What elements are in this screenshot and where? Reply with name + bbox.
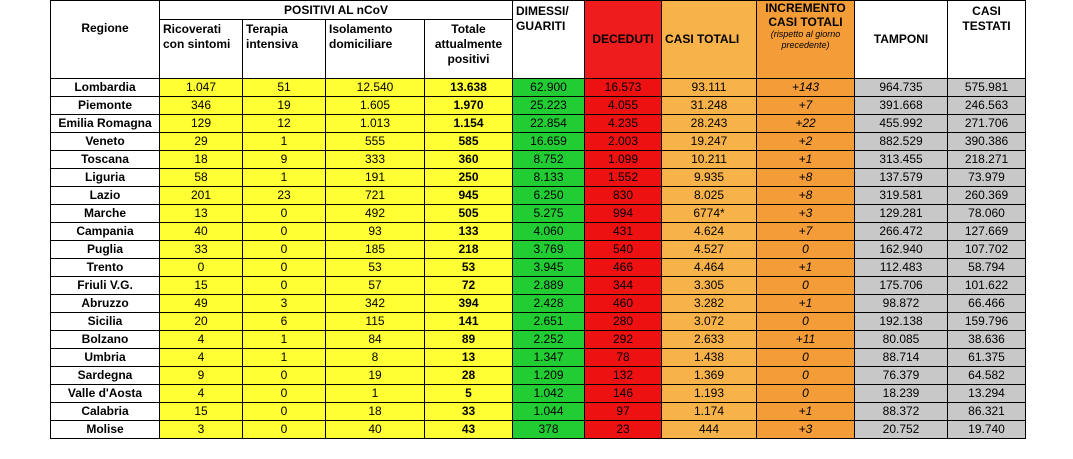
cell-deceduti: 994 bbox=[585, 205, 662, 223]
cell-incremento: +2 bbox=[757, 133, 855, 151]
cell-terapia: 1 bbox=[243, 133, 326, 151]
cell-incremento: 0 bbox=[757, 367, 855, 385]
cell-region: Campania bbox=[51, 223, 160, 241]
cell-incremento: 0 bbox=[757, 385, 855, 403]
cell-terapia: 0 bbox=[243, 385, 326, 403]
cell-deceduti: 97 bbox=[585, 403, 662, 421]
cell-region: Lazio bbox=[51, 187, 160, 205]
cell-terapia: 0 bbox=[243, 277, 326, 295]
cell-terapia: 9 bbox=[243, 151, 326, 169]
table-row bbox=[51, 421, 1026, 439]
cell-tamponi: 175.706 bbox=[855, 277, 948, 295]
cell-deceduti: 16.573 bbox=[585, 79, 662, 97]
cell-ricoverati: 1.047 bbox=[160, 79, 243, 97]
cell-isolamento: 1.605 bbox=[326, 97, 425, 115]
cell-deceduti: 292 bbox=[585, 331, 662, 349]
cell-testati: 246.563 bbox=[948, 97, 1026, 115]
cell-totale: 360 bbox=[425, 151, 513, 169]
cell-dimessi: 1.209 bbox=[513, 367, 585, 385]
table-row bbox=[51, 349, 1026, 367]
cell-dimessi: 2.651 bbox=[513, 313, 585, 331]
table-row bbox=[51, 295, 1026, 313]
cell-isolamento: 342 bbox=[326, 295, 425, 313]
cell-tamponi: 112.483 bbox=[855, 259, 948, 277]
cell-tamponi: 964.735 bbox=[855, 79, 948, 97]
cell-deceduti: 466 bbox=[585, 259, 662, 277]
cell-testati: 61.375 bbox=[948, 349, 1026, 367]
cell-testati: 86.321 bbox=[948, 403, 1026, 421]
cell-isolamento: 57 bbox=[326, 277, 425, 295]
cell-dimessi: 16.659 bbox=[513, 133, 585, 151]
cell-totale: 13.638 bbox=[425, 79, 513, 97]
cell-casi-totali: 4.527 bbox=[662, 241, 757, 259]
cell-testati: 159.796 bbox=[948, 313, 1026, 331]
table-row bbox=[51, 331, 1026, 349]
table-row bbox=[51, 187, 1026, 205]
cell-terapia: 1 bbox=[243, 169, 326, 187]
cell-testati: 390.386 bbox=[948, 133, 1026, 151]
table-row bbox=[51, 79, 1026, 97]
cell-incremento: +22 bbox=[757, 115, 855, 133]
cell-incremento: 0 bbox=[757, 313, 855, 331]
cell-deceduti: 344 bbox=[585, 277, 662, 295]
cell-totale: 5 bbox=[425, 385, 513, 403]
cell-isolamento: 40 bbox=[326, 421, 425, 439]
cell-ricoverati: 18 bbox=[160, 151, 243, 169]
cell-region: Puglia bbox=[51, 241, 160, 259]
cell-casi-totali: 10.211 bbox=[662, 151, 757, 169]
cell-dimessi: 6.250 bbox=[513, 187, 585, 205]
cell-ricoverati: 33 bbox=[160, 241, 243, 259]
cell-region: Liguria bbox=[51, 169, 160, 187]
cell-dimessi: 1.044 bbox=[513, 403, 585, 421]
cell-region: Calabria bbox=[51, 403, 160, 421]
cell-region: Bolzano bbox=[51, 331, 160, 349]
cell-terapia: 1 bbox=[243, 331, 326, 349]
cell-terapia: 0 bbox=[243, 421, 326, 439]
cell-isolamento: 53 bbox=[326, 259, 425, 277]
cell-terapia: 23 bbox=[243, 187, 326, 205]
cell-dimessi: 5.275 bbox=[513, 205, 585, 223]
table-row bbox=[51, 169, 1026, 187]
header-incremento bbox=[757, 1, 855, 79]
header-positivi-group: POSITIVI AL nCoV bbox=[160, 1, 513, 20]
cell-tamponi: 192.138 bbox=[855, 313, 948, 331]
cell-incremento: +1 bbox=[757, 259, 855, 277]
cell-deceduti: 2.003 bbox=[585, 133, 662, 151]
table-row bbox=[51, 241, 1026, 259]
cell-totale: 141 bbox=[425, 313, 513, 331]
cell-isolamento: 84 bbox=[326, 331, 425, 349]
cell-region: Abruzzo bbox=[51, 295, 160, 313]
cell-ricoverati: 15 bbox=[160, 277, 243, 295]
cell-casi-totali: 6774* bbox=[662, 205, 757, 223]
cell-isolamento: 185 bbox=[326, 241, 425, 259]
cell-isolamento: 191 bbox=[326, 169, 425, 187]
cell-testati: 64.582 bbox=[948, 367, 1026, 385]
cell-deceduti: 4.235 bbox=[585, 115, 662, 133]
cell-tamponi: 98.872 bbox=[855, 295, 948, 313]
cell-dimessi: 1.042 bbox=[513, 385, 585, 403]
header-casi-totali: CASI TOTALI bbox=[662, 1, 757, 79]
cell-totale: 505 bbox=[425, 205, 513, 223]
cell-totale: 53 bbox=[425, 259, 513, 277]
table-row bbox=[51, 403, 1026, 421]
cell-isolamento: 333 bbox=[326, 151, 425, 169]
cell-incremento: +3 bbox=[757, 421, 855, 439]
cell-testati: 78.060 bbox=[948, 205, 1026, 223]
cell-ricoverati: 29 bbox=[160, 133, 243, 151]
table-row bbox=[51, 223, 1026, 241]
cell-casi-totali: 4.464 bbox=[662, 259, 757, 277]
cell-tamponi: 88.372 bbox=[855, 403, 948, 421]
cell-deceduti: 280 bbox=[585, 313, 662, 331]
cell-deceduti: 4.055 bbox=[585, 97, 662, 115]
cell-incremento: 0 bbox=[757, 241, 855, 259]
cell-isolamento: 555 bbox=[326, 133, 425, 151]
table-row bbox=[51, 205, 1026, 223]
regional-data-table bbox=[50, 0, 1026, 439]
cell-testati: 38.636 bbox=[948, 331, 1026, 349]
cell-terapia: 0 bbox=[243, 205, 326, 223]
cell-tamponi: 882.529 bbox=[855, 133, 948, 151]
covid-report-sheet bbox=[50, 0, 1025, 439]
cell-isolamento: 8 bbox=[326, 349, 425, 367]
cell-terapia: 0 bbox=[243, 223, 326, 241]
header-totale: Totale attualmente positivi bbox=[425, 20, 513, 79]
cell-totale: 133 bbox=[425, 223, 513, 241]
cell-totale: 89 bbox=[425, 331, 513, 349]
cell-totale: 218 bbox=[425, 241, 513, 259]
cell-deceduti: 146 bbox=[585, 385, 662, 403]
cell-casi-totali: 8.025 bbox=[662, 187, 757, 205]
cell-incremento: +7 bbox=[757, 97, 855, 115]
cell-dimessi: 22.854 bbox=[513, 115, 585, 133]
cell-dimessi: 25.223 bbox=[513, 97, 585, 115]
cell-incremento: +1 bbox=[757, 295, 855, 313]
cell-incremento: 0 bbox=[757, 277, 855, 295]
cell-isolamento: 19 bbox=[326, 367, 425, 385]
cell-ricoverati: 9 bbox=[160, 367, 243, 385]
cell-dimessi: 3.945 bbox=[513, 259, 585, 277]
table-body bbox=[51, 79, 1026, 439]
cell-casi-totali: 4.624 bbox=[662, 223, 757, 241]
cell-casi-totali: 3.072 bbox=[662, 313, 757, 331]
cell-casi-totali: 3.305 bbox=[662, 277, 757, 295]
cell-isolamento: 492 bbox=[326, 205, 425, 223]
cell-casi-totali: 1.369 bbox=[662, 367, 757, 385]
header-incremento-label: INCREMENTO CASI TOTALI bbox=[765, 1, 846, 29]
cell-tamponi: 313.455 bbox=[855, 151, 948, 169]
cell-terapia: 19 bbox=[243, 97, 326, 115]
cell-testati: 19.740 bbox=[948, 421, 1026, 439]
cell-dimessi: 2.889 bbox=[513, 277, 585, 295]
cell-region: Marche bbox=[51, 205, 160, 223]
table-row bbox=[51, 97, 1026, 115]
cell-tamponi: 137.579 bbox=[855, 169, 948, 187]
cell-incremento: +143 bbox=[757, 79, 855, 97]
cell-dimessi: 378 bbox=[513, 421, 585, 439]
cell-ricoverati: 49 bbox=[160, 295, 243, 313]
cell-dimessi: 8.752 bbox=[513, 151, 585, 169]
cell-deceduti: 23 bbox=[585, 421, 662, 439]
cell-incremento: +1 bbox=[757, 403, 855, 421]
cell-totale: 1.154 bbox=[425, 115, 513, 133]
header-ricoverati: Ricoverati con sintomi bbox=[160, 20, 243, 79]
cell-totale: 28 bbox=[425, 367, 513, 385]
cell-totale: 72 bbox=[425, 277, 513, 295]
cell-deceduti: 132 bbox=[585, 367, 662, 385]
cell-region: Toscana bbox=[51, 151, 160, 169]
cell-ricoverati: 4 bbox=[160, 331, 243, 349]
cell-testati: 66.466 bbox=[948, 295, 1026, 313]
cell-casi-totali: 93.111 bbox=[662, 79, 757, 97]
cell-terapia: 12 bbox=[243, 115, 326, 133]
cell-testati: 101.622 bbox=[948, 277, 1026, 295]
cell-testati: 575.981 bbox=[948, 79, 1026, 97]
cell-casi-totali: 9.935 bbox=[662, 169, 757, 187]
cell-tamponi: 266.472 bbox=[855, 223, 948, 241]
cell-deceduti: 1.099 bbox=[585, 151, 662, 169]
cell-isolamento: 1 bbox=[326, 385, 425, 403]
cell-ricoverati: 40 bbox=[160, 223, 243, 241]
cell-casi-totali: 1.174 bbox=[662, 403, 757, 421]
cell-dimessi: 4.060 bbox=[513, 223, 585, 241]
table-row bbox=[51, 259, 1026, 277]
cell-dimessi: 2.252 bbox=[513, 331, 585, 349]
cell-incremento: +11 bbox=[757, 331, 855, 349]
header-casi-testati: CASI TESTATI bbox=[948, 1, 1026, 79]
cell-dimessi: 1.347 bbox=[513, 349, 585, 367]
header-dimessi: DIMESSI/ GUARITI bbox=[513, 1, 585, 79]
cell-totale: 250 bbox=[425, 169, 513, 187]
cell-region: Molise bbox=[51, 421, 160, 439]
cell-incremento: +8 bbox=[757, 187, 855, 205]
cell-ricoverati: 15 bbox=[160, 403, 243, 421]
cell-ricoverati: 4 bbox=[160, 349, 243, 367]
table-row bbox=[51, 151, 1026, 169]
cell-ricoverati: 4 bbox=[160, 385, 243, 403]
table-row bbox=[51, 115, 1026, 133]
cell-region: Friuli V.G. bbox=[51, 277, 160, 295]
cell-ricoverati: 58 bbox=[160, 169, 243, 187]
cell-incremento: +1 bbox=[757, 151, 855, 169]
cell-region: Trento bbox=[51, 259, 160, 277]
cell-terapia: 3 bbox=[243, 295, 326, 313]
cell-isolamento: 18 bbox=[326, 403, 425, 421]
cell-region: Emilia Romagna bbox=[51, 115, 160, 133]
table-row bbox=[51, 277, 1026, 295]
cell-terapia: 51 bbox=[243, 79, 326, 97]
cell-tamponi: 319.581 bbox=[855, 187, 948, 205]
cell-testati: 107.702 bbox=[948, 241, 1026, 259]
cell-terapia: 0 bbox=[243, 367, 326, 385]
cell-incremento: 0 bbox=[757, 349, 855, 367]
cell-region: Umbria bbox=[51, 349, 160, 367]
cell-tamponi: 80.085 bbox=[855, 331, 948, 349]
cell-tamponi: 18.239 bbox=[855, 385, 948, 403]
cell-tamponi: 129.281 bbox=[855, 205, 948, 223]
cell-casi-totali: 19.247 bbox=[662, 133, 757, 151]
cell-incremento: +3 bbox=[757, 205, 855, 223]
cell-ricoverati: 201 bbox=[160, 187, 243, 205]
cell-totale: 945 bbox=[425, 187, 513, 205]
cell-terapia: 6 bbox=[243, 313, 326, 331]
cell-deceduti: 78 bbox=[585, 349, 662, 367]
cell-casi-totali: 444 bbox=[662, 421, 757, 439]
cell-totale: 585 bbox=[425, 133, 513, 151]
header-deceduti: DECEDUTI bbox=[585, 1, 662, 79]
cell-terapia: 0 bbox=[243, 403, 326, 421]
header-isolamento: Isolamento domiciliare bbox=[326, 20, 425, 79]
table-row bbox=[51, 133, 1026, 151]
cell-testati: 127.669 bbox=[948, 223, 1026, 241]
cell-tamponi: 76.379 bbox=[855, 367, 948, 385]
cell-deceduti: 1.552 bbox=[585, 169, 662, 187]
cell-incremento: +7 bbox=[757, 223, 855, 241]
cell-region: Veneto bbox=[51, 133, 160, 151]
cell-deceduti: 460 bbox=[585, 295, 662, 313]
cell-totale: 394 bbox=[425, 295, 513, 313]
cell-testati: 13.294 bbox=[948, 385, 1026, 403]
cell-testati: 271.706 bbox=[948, 115, 1026, 133]
cell-totale: 13 bbox=[425, 349, 513, 367]
cell-region: Lombardia bbox=[51, 79, 160, 97]
cell-totale: 1.970 bbox=[425, 97, 513, 115]
cell-dimessi: 2.428 bbox=[513, 295, 585, 313]
header-incremento-note: (rispetto al giorno precedente) bbox=[770, 29, 841, 50]
cell-tamponi: 391.668 bbox=[855, 97, 948, 115]
cell-terapia: 0 bbox=[243, 241, 326, 259]
cell-testati: 73.979 bbox=[948, 169, 1026, 187]
cell-dimessi: 3.769 bbox=[513, 241, 585, 259]
table-row bbox=[51, 385, 1026, 403]
cell-ricoverati: 20 bbox=[160, 313, 243, 331]
cell-totale: 43 bbox=[425, 421, 513, 439]
cell-casi-totali: 31.248 bbox=[662, 97, 757, 115]
cell-isolamento: 93 bbox=[326, 223, 425, 241]
cell-tamponi: 162.940 bbox=[855, 241, 948, 259]
table-row bbox=[51, 367, 1026, 385]
cell-isolamento: 1.013 bbox=[326, 115, 425, 133]
cell-ricoverati: 13 bbox=[160, 205, 243, 223]
cell-region: Sardegna bbox=[51, 367, 160, 385]
cell-casi-totali: 2.633 bbox=[662, 331, 757, 349]
header-region: Regione bbox=[51, 1, 160, 79]
cell-terapia: 1 bbox=[243, 349, 326, 367]
cell-casi-totali: 1.438 bbox=[662, 349, 757, 367]
cell-casi-totali: 28.243 bbox=[662, 115, 757, 133]
cell-tamponi: 88.714 bbox=[855, 349, 948, 367]
cell-dimessi: 62.900 bbox=[513, 79, 585, 97]
cell-region: Piemonte bbox=[51, 97, 160, 115]
cell-testati: 260.369 bbox=[948, 187, 1026, 205]
cell-region: Valle d'Aosta bbox=[51, 385, 160, 403]
cell-terapia: 0 bbox=[243, 259, 326, 277]
cell-testati: 218.271 bbox=[948, 151, 1026, 169]
cell-ricoverati: 129 bbox=[160, 115, 243, 133]
cell-deceduti: 830 bbox=[585, 187, 662, 205]
cell-isolamento: 721 bbox=[326, 187, 425, 205]
cell-isolamento: 12.540 bbox=[326, 79, 425, 97]
cell-casi-totali: 1.193 bbox=[662, 385, 757, 403]
cell-incremento: +8 bbox=[757, 169, 855, 187]
cell-totale: 33 bbox=[425, 403, 513, 421]
cell-deceduti: 540 bbox=[585, 241, 662, 259]
cell-tamponi: 20.752 bbox=[855, 421, 948, 439]
cell-casi-totali: 3.282 bbox=[662, 295, 757, 313]
table-row bbox=[51, 313, 1026, 331]
header-tamponi: TAMPONI bbox=[855, 1, 948, 79]
cell-dimessi: 8.133 bbox=[513, 169, 585, 187]
cell-testati: 58.794 bbox=[948, 259, 1026, 277]
cell-ricoverati: 3 bbox=[160, 421, 243, 439]
cell-region: Sicilia bbox=[51, 313, 160, 331]
header-terapia: Terapia intensiva bbox=[243, 20, 326, 79]
cell-tamponi: 455.992 bbox=[855, 115, 948, 133]
cell-ricoverati: 346 bbox=[160, 97, 243, 115]
cell-ricoverati: 0 bbox=[160, 259, 243, 277]
cell-deceduti: 431 bbox=[585, 223, 662, 241]
cell-isolamento: 115 bbox=[326, 313, 425, 331]
